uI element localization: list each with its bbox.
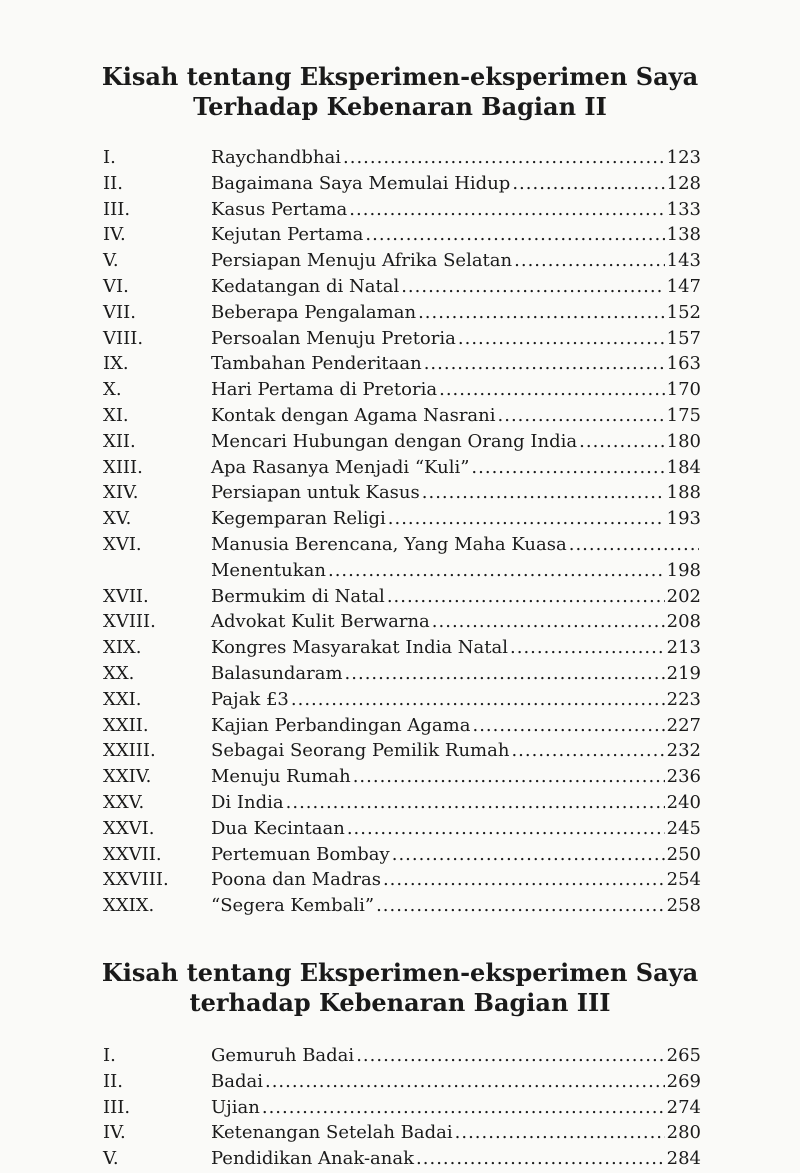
chapter-title: Menuju Rumah: [211, 766, 351, 788]
chapter-title: Gemuruh Badai: [211, 1045, 355, 1066]
dot-leader: [455, 1120, 665, 1146]
chapter-number: X.: [103, 379, 122, 401]
toc-entry: [103, 1069, 701, 1095]
toc-entry: [103, 300, 701, 326]
page-number: 240: [666, 791, 701, 813]
chapter-number: XIII.: [103, 456, 143, 478]
dot-leader: [387, 584, 665, 610]
chapter-number: XXIII.: [103, 740, 156, 762]
page-number: 236: [666, 766, 701, 788]
dot-leader: [512, 171, 664, 197]
dot-leader: [291, 687, 665, 713]
chapter-number: XXV.: [103, 791, 145, 813]
chapter-title: Ujian: [211, 1096, 260, 1118]
chapter-number: I.: [103, 147, 116, 168]
chapter-number: II.: [103, 1070, 123, 1092]
dot-leader: [471, 455, 664, 481]
dot-leader: [286, 790, 665, 816]
chapter-title: Pertemuan Bombay: [211, 843, 390, 865]
toc-entry: [103, 171, 701, 197]
toc-entry: [103, 816, 701, 842]
page-number: 138: [666, 224, 701, 246]
chapter-number: XXIX.: [103, 895, 155, 917]
chapter-title: Pajak £3: [211, 688, 289, 710]
toc-entry: [103, 197, 701, 223]
chapter-title: Kegemparan Religi: [211, 508, 386, 530]
chapter-title: Manusia Berencana, Yang Maha Kuasa: [211, 533, 567, 555]
chapter-title: Pendidikan Anak-anak: [211, 1148, 415, 1170]
part-iii-toc: [103, 1043, 701, 1172]
dot-leader: [265, 1069, 665, 1095]
chapter-number: XII.: [103, 430, 136, 452]
dot-leader: [353, 764, 665, 790]
page-number: 213: [666, 637, 701, 659]
chapter-title: Persoalan Menuju Pretoria: [211, 327, 456, 349]
page-number: 280: [666, 1122, 701, 1144]
toc-entry: [103, 713, 701, 739]
toc-entry: [103, 274, 701, 300]
dot-leader: [376, 893, 665, 919]
page-number: 245: [666, 817, 701, 839]
page-number: 274: [666, 1096, 701, 1118]
chapter-title: Menentukan: [211, 559, 326, 581]
dot-leader: [365, 222, 664, 248]
chapter-number: XXIV.: [103, 766, 152, 788]
chapter-number: XV.: [103, 508, 132, 530]
toc-entry: [103, 1095, 701, 1121]
page-number: 232: [666, 740, 701, 762]
page-number: 170: [666, 379, 701, 401]
toc-entry: [103, 429, 701, 455]
page-number: 258: [666, 895, 701, 917]
part-iii-heading-line2: terhadap Kebenaran Bagian III: [189, 988, 611, 1017]
chapter-number: XXVIII.: [103, 869, 169, 891]
dot-leader: [511, 738, 664, 764]
dot-leader: [262, 1095, 665, 1121]
toc-entry: [103, 790, 701, 816]
part-iii-heading: [0, 958, 800, 1018]
chapter-number: XI.: [103, 404, 129, 426]
part-ii-heading-line1: Kisah tentang Eksperimen-eksperimen Saya: [101, 62, 699, 91]
dot-leader: [498, 403, 665, 429]
part-ii-toc: [103, 145, 701, 919]
chapter-number: XXVII.: [103, 843, 162, 865]
chapter-title: Kejutan Pertama: [211, 224, 364, 246]
toc-entry: [103, 584, 701, 610]
chapter-title: Hari Pertama di Pretoria: [211, 379, 438, 401]
page-number: 193: [666, 508, 701, 530]
dot-leader: [579, 429, 665, 455]
chapter-title: Kongres Masyarakat India Natal: [211, 637, 508, 659]
chapter-number: II.: [103, 172, 123, 194]
chapter-title: Mencari Hubungan dengan Orang India: [211, 430, 578, 452]
chapter-title: Beberapa Pengalaman: [211, 301, 417, 323]
toc-entry: [103, 455, 701, 481]
toc-entry: [103, 1043, 701, 1069]
dot-leader: [569, 532, 699, 558]
dot-leader: [349, 197, 664, 223]
toc-entry: [103, 377, 701, 403]
toc-entry: [103, 222, 701, 248]
page-number: 188: [666, 482, 701, 504]
dot-leader: [347, 816, 665, 842]
chapter-title: Poona dan Madras: [211, 869, 381, 891]
page-number: 152: [666, 301, 701, 323]
chapter-title: Advokat Kulit Berwarna: [211, 611, 430, 633]
chapter-number: XVIII.: [103, 611, 156, 633]
dot-leader: [401, 274, 664, 300]
page-number: 133: [666, 198, 701, 220]
dot-leader: [432, 609, 665, 635]
page-number: 123: [666, 147, 701, 168]
dot-leader: [345, 661, 665, 687]
chapter-number: XXI.: [103, 688, 142, 710]
toc-entry: [103, 738, 701, 764]
dot-leader: [458, 326, 665, 352]
toc-entry: [103, 403, 701, 429]
page-number: 128: [666, 172, 701, 194]
page-number: 265: [666, 1045, 701, 1066]
chapter-title: Tambahan Penderitaan: [211, 353, 422, 375]
chapter-title: “Segera Kembali”: [211, 895, 375, 917]
toc-entry: [103, 558, 701, 584]
dot-leader: [383, 867, 665, 893]
dot-leader: [328, 558, 665, 584]
page-number: 143: [666, 250, 701, 272]
chapter-number: VI.: [103, 275, 129, 297]
chapter-number: V.: [103, 1148, 119, 1170]
toc-entry: [103, 893, 701, 919]
page-number: 163: [666, 353, 701, 375]
chapter-title: Ketenangan Setelah Badai: [211, 1122, 453, 1144]
page-number: 184: [666, 456, 701, 478]
chapter-title: Bagaimana Saya Memulai Hidup: [211, 172, 511, 194]
toc-entry: [103, 764, 701, 790]
chapter-number: XIX.: [103, 637, 142, 659]
chapter-title: Kedatangan di Natal: [211, 275, 400, 297]
toc-entry: [103, 145, 701, 171]
chapter-number: III.: [103, 1096, 131, 1118]
page-number: 208: [666, 611, 701, 633]
chapter-title: Di India: [211, 791, 284, 813]
toc-entry: [103, 1146, 701, 1172]
chapter-title: Sebagai Seorang Pemilik Rumah: [211, 740, 510, 762]
dot-leader: [343, 145, 665, 171]
page-number: 227: [666, 714, 701, 736]
toc-entry: [103, 842, 701, 868]
part-iii-heading-line1: Kisah tentang Eksperimen-eksperimen Saya: [101, 958, 699, 987]
dot-leader: [424, 351, 665, 377]
dot-leader: [439, 377, 665, 403]
chapter-title: Kasus Pertama: [211, 198, 348, 220]
chapter-title: Kajian Perbandingan Agama: [211, 714, 471, 736]
chapter-title: Balasundaram: [211, 662, 343, 684]
toc-entry: [103, 532, 701, 558]
chapter-number: VII.: [103, 301, 136, 323]
dot-leader: [472, 713, 664, 739]
toc-entry: [103, 687, 701, 713]
chapter-title: Bermukim di Natal: [211, 585, 385, 607]
toc-entry: [103, 506, 701, 532]
chapter-number: XIV.: [103, 482, 139, 504]
page-number: 198: [666, 559, 701, 581]
toc-entry: [103, 609, 701, 635]
dot-leader: [356, 1043, 664, 1069]
chapter-number: I.: [103, 1045, 116, 1066]
page-number: 175: [666, 404, 701, 426]
part-ii-heading-line2: Terhadap Kebenaran Bagian II: [193, 92, 607, 121]
chapter-number: IX.: [103, 353, 129, 375]
dot-leader: [416, 1146, 665, 1172]
chapter-title: Dua Kecintaan: [211, 817, 345, 839]
chapter-number: XXVI.: [103, 817, 155, 839]
chapter-number: III.: [103, 198, 131, 220]
page-number: 147: [666, 275, 701, 297]
chapter-number: XVI.: [103, 533, 142, 555]
chapter-title: Kontak dengan Agama Nasrani: [211, 404, 496, 426]
chapter-title: Badai: [211, 1070, 263, 1092]
dot-leader: [418, 300, 665, 326]
page-number: 202: [666, 585, 701, 607]
toc-entry: [103, 1120, 701, 1146]
chapter-number: V.: [103, 250, 119, 272]
toc-entry: [103, 635, 701, 661]
dot-leader: [510, 635, 665, 661]
toc-entry: [103, 326, 701, 352]
toc-entry: [103, 480, 701, 506]
part-ii-heading: [0, 62, 800, 122]
page-number: 180: [666, 430, 701, 452]
chapter-title: Persiapan Menuju Afrika Selatan: [211, 250, 513, 272]
page-number: 250: [666, 843, 701, 865]
chapter-number: XXII.: [103, 714, 149, 736]
chapter-number: VIII.: [103, 327, 144, 349]
page-number: 157: [666, 327, 701, 349]
toc-entry: [103, 351, 701, 377]
chapter-number: XVII.: [103, 585, 149, 607]
page-number: 223: [666, 688, 701, 710]
chapter-title: Persiapan untuk Kasus: [211, 482, 420, 504]
toc-entry: [103, 248, 701, 274]
chapter-title: Raychandbhai: [211, 147, 341, 168]
page-number: 254: [666, 869, 701, 891]
dot-leader: [392, 842, 665, 868]
page-number: 269: [666, 1070, 701, 1092]
page-number: 219: [666, 662, 701, 684]
toc-entry: [103, 867, 701, 893]
toc-entry: [103, 661, 701, 687]
page-number: 284: [666, 1148, 701, 1170]
dot-leader: [514, 248, 665, 274]
chapter-title: Apa Rasanya Menjadi “Kuli”: [211, 456, 470, 478]
dot-leader: [422, 480, 665, 506]
dot-leader: [388, 506, 665, 532]
chapter-number: IV.: [103, 1122, 126, 1144]
chapter-number: XX.: [103, 662, 135, 684]
chapter-number: IV.: [103, 224, 126, 246]
